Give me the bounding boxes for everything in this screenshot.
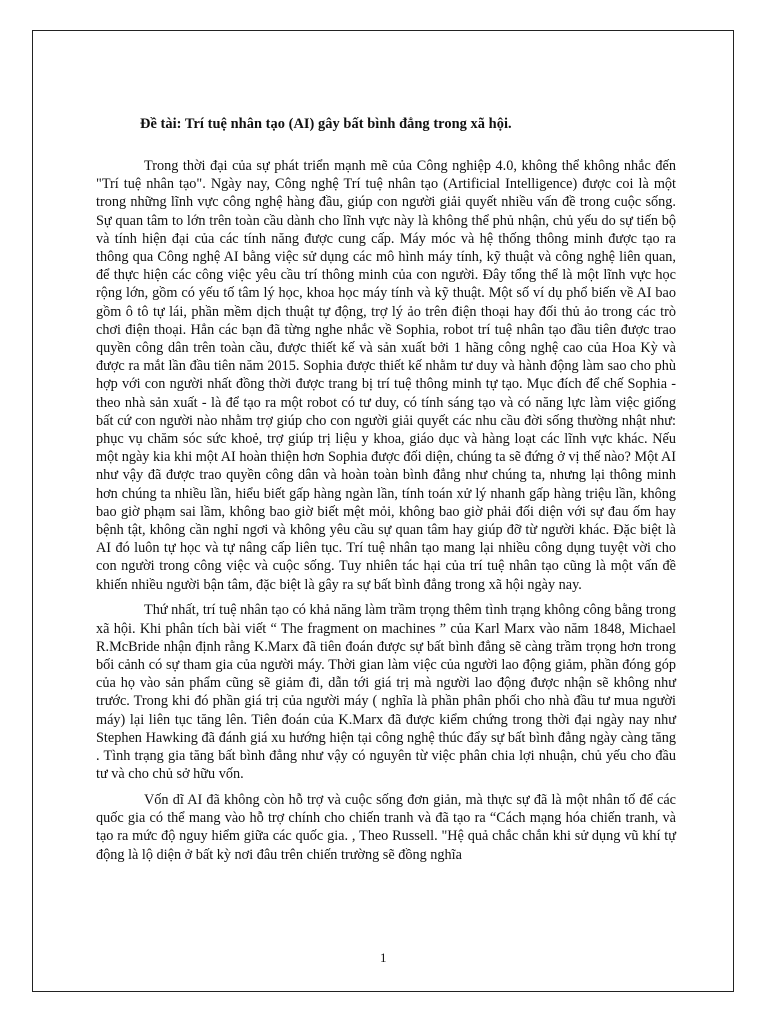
paragraph-1: Trong thời đại của sự phát triển mạnh mẽ của Công nghiệp 4.0, không thể không nhắc đến "Trí tuệ nhân tạo". Ngày nay, Công nghệ Trí tuệ nhân tạo (Artificial Intelligence) được coi là một trong những lĩnh vực công nghệ hàng đầu, giúp con người giải quyết nhiều vấn đề trong cuộc sống. Sự quan tâm to lớn trên toàn cầu dành cho lĩnh vực này là không thể phủ nhận, chủ yếu do sự tiến bộ và tính hiện đại của các tính năng được cung cấp. Máy móc và hệ thống thông minh được tạo ra thông qua Công nghệ AI bằng việc sử dụng các mô hình máy tính, kỹ thuật và công nghệ liên quan, để thực hiện các công việc yêu cầu trí thông minh của con người. Đây tổng thể là một lĩnh vực học rộng lớn, gồm có yếu tố tâm lý học, khoa học máy tính và kỹ thuật. Một số ví dụ phổ biến về AI bao gồm ô tô tự lái, phần mềm dịch thuật tự động, trợ lý ảo trên điện thoại hay đối thủ ảo trong các trò chơi điện thoại. Hẳn các bạn đã từng nghe nhắc về Sophia, robot trí tuệ nhân tạo đầu tiên được trao quyền công dân trên toàn cầu, được thiết kế và sản xuất bởi 1 hãng công nghệ cao của Hoa Kỳ và được ra mắt lần đầu tiên năm 2015. Sophia được thiết kế nhằm tư duy và hành động làm sao cho phù hợp với con người nhất đồng thời được trang bị trí tuệ thông minh tự tạo. Mục đích để chế Sophia - theo nhà sản xuất - là để tạo ra một robot có tư duy, có tính sáng tạo và có năng lực làm việc giống bất cứ con người nào nhằm trợ giúp cho con người giải quyết các nhu cầu đời sống thường nhật như: phục vụ chăm sóc sức khoẻ, trợ giúp trị liệu y khoa, giáo dục và hàng loạt các lĩnh vực khác. Nếu một ngày kia khi một AI hoàn thiện hơn Sophia được đối diện, chúng ta sẽ đứng ở vị thế nào? Một AI như vậy đã được trao quyền công dân và hoàn toàn bình đẳng như chúng ta, nhưng lại thông minh hơn chúng ta nhiều lần, hiểu biết gấp hàng ngàn lần, tính toán xử lý nhanh gấp hàng triệu lần, không bao giờ phạm sai lầm, không bao giờ biết mệt mỏi, không bao giờ phải đối diện với sự đau ốm hay bệnh tật, không cần nghỉ ngơi và không yêu cầu sự quan tâm hay giúp đỡ từ người khác. Đặc biệt là AI đó luôn tự học và tự nâng cấp liên tục. Trí tuệ nhân tạo mang lại nhiều công dụng tuyệt vời cho con người trong công việc và cuộc sống. Tuy nhiên tác hại của trí tuệ nhân tạo cũng là một vấn đề khiến nhiều người bận tâm, đặc biệt là gây ra sự bất bình đẳng trong xã hội ngày nay.	[96, 158, 676, 593]
page-number: 1	[380, 950, 387, 965]
paragraph-3: Vốn dĩ AI đã không còn hỗ trợ và cuộc sống đơn giản, mà thực sự đã là một nhân tố để các quốc gia có thể mang vào hỗ trợ chính cho chiến tranh và đã tạo ra “Cách mạng hóa chiến tranh, và tạo ra mức độ nguy hiểm giữa các quốc gia. , Theo Russell. "Hệ quả chắc chắn khi sử dụng vũ khí tự động là lộ diện ở bất kỳ nơi đâu trên chiến trường sẽ đồng nghĩa	[96, 791, 676, 863]
document-body	[96, 157, 676, 871]
document-title: Đề tài: Trí tuệ nhân tạo (AI) gây bất bình đẳng trong xã hội.	[140, 116, 512, 132]
paragraph-2: Thứ nhất, trí tuệ nhân tạo có khả năng làm trầm trọng thêm tình trạng không công bằng trong xã hội. Khi phân tích bài viết “ The fragment on machines ” của Karl Marx vào năm 1848, Michael R.McBride nhận định rằng K.Marx đã tiên đoán được sự bất bình đẳng sẽ càng trầm trọng hơn trong bối cảnh có sự tham gia của người máy. Thời gian làm việc của người lao động giảm, phần đóng góp của họ vào sản phẩm cũng sẽ giảm đi, dẫn tới giá trị mà người lao động được nhận sẽ không như trước. Trong khi đó phần giá trị của người máy ( nghĩa là phần phân phối cho nhà đầu tư mua người máy) lại liên tục tăng lên. Tiên đoán của K.Marx đã được kiểm chứng trong thời đại ngày nay như Stephen Hawking đã đánh giá xu hướng hiện tại công nghệ thúc đẩy sự bất bình đẳng ngày càng tăng . Tình trạng gia tăng bất bình đẳng như vậy có nguyên từ việc phân chia lợi nhuận, chủ yếu cho đầu tư và cho chủ sở hữu vốn.	[96, 602, 676, 783]
